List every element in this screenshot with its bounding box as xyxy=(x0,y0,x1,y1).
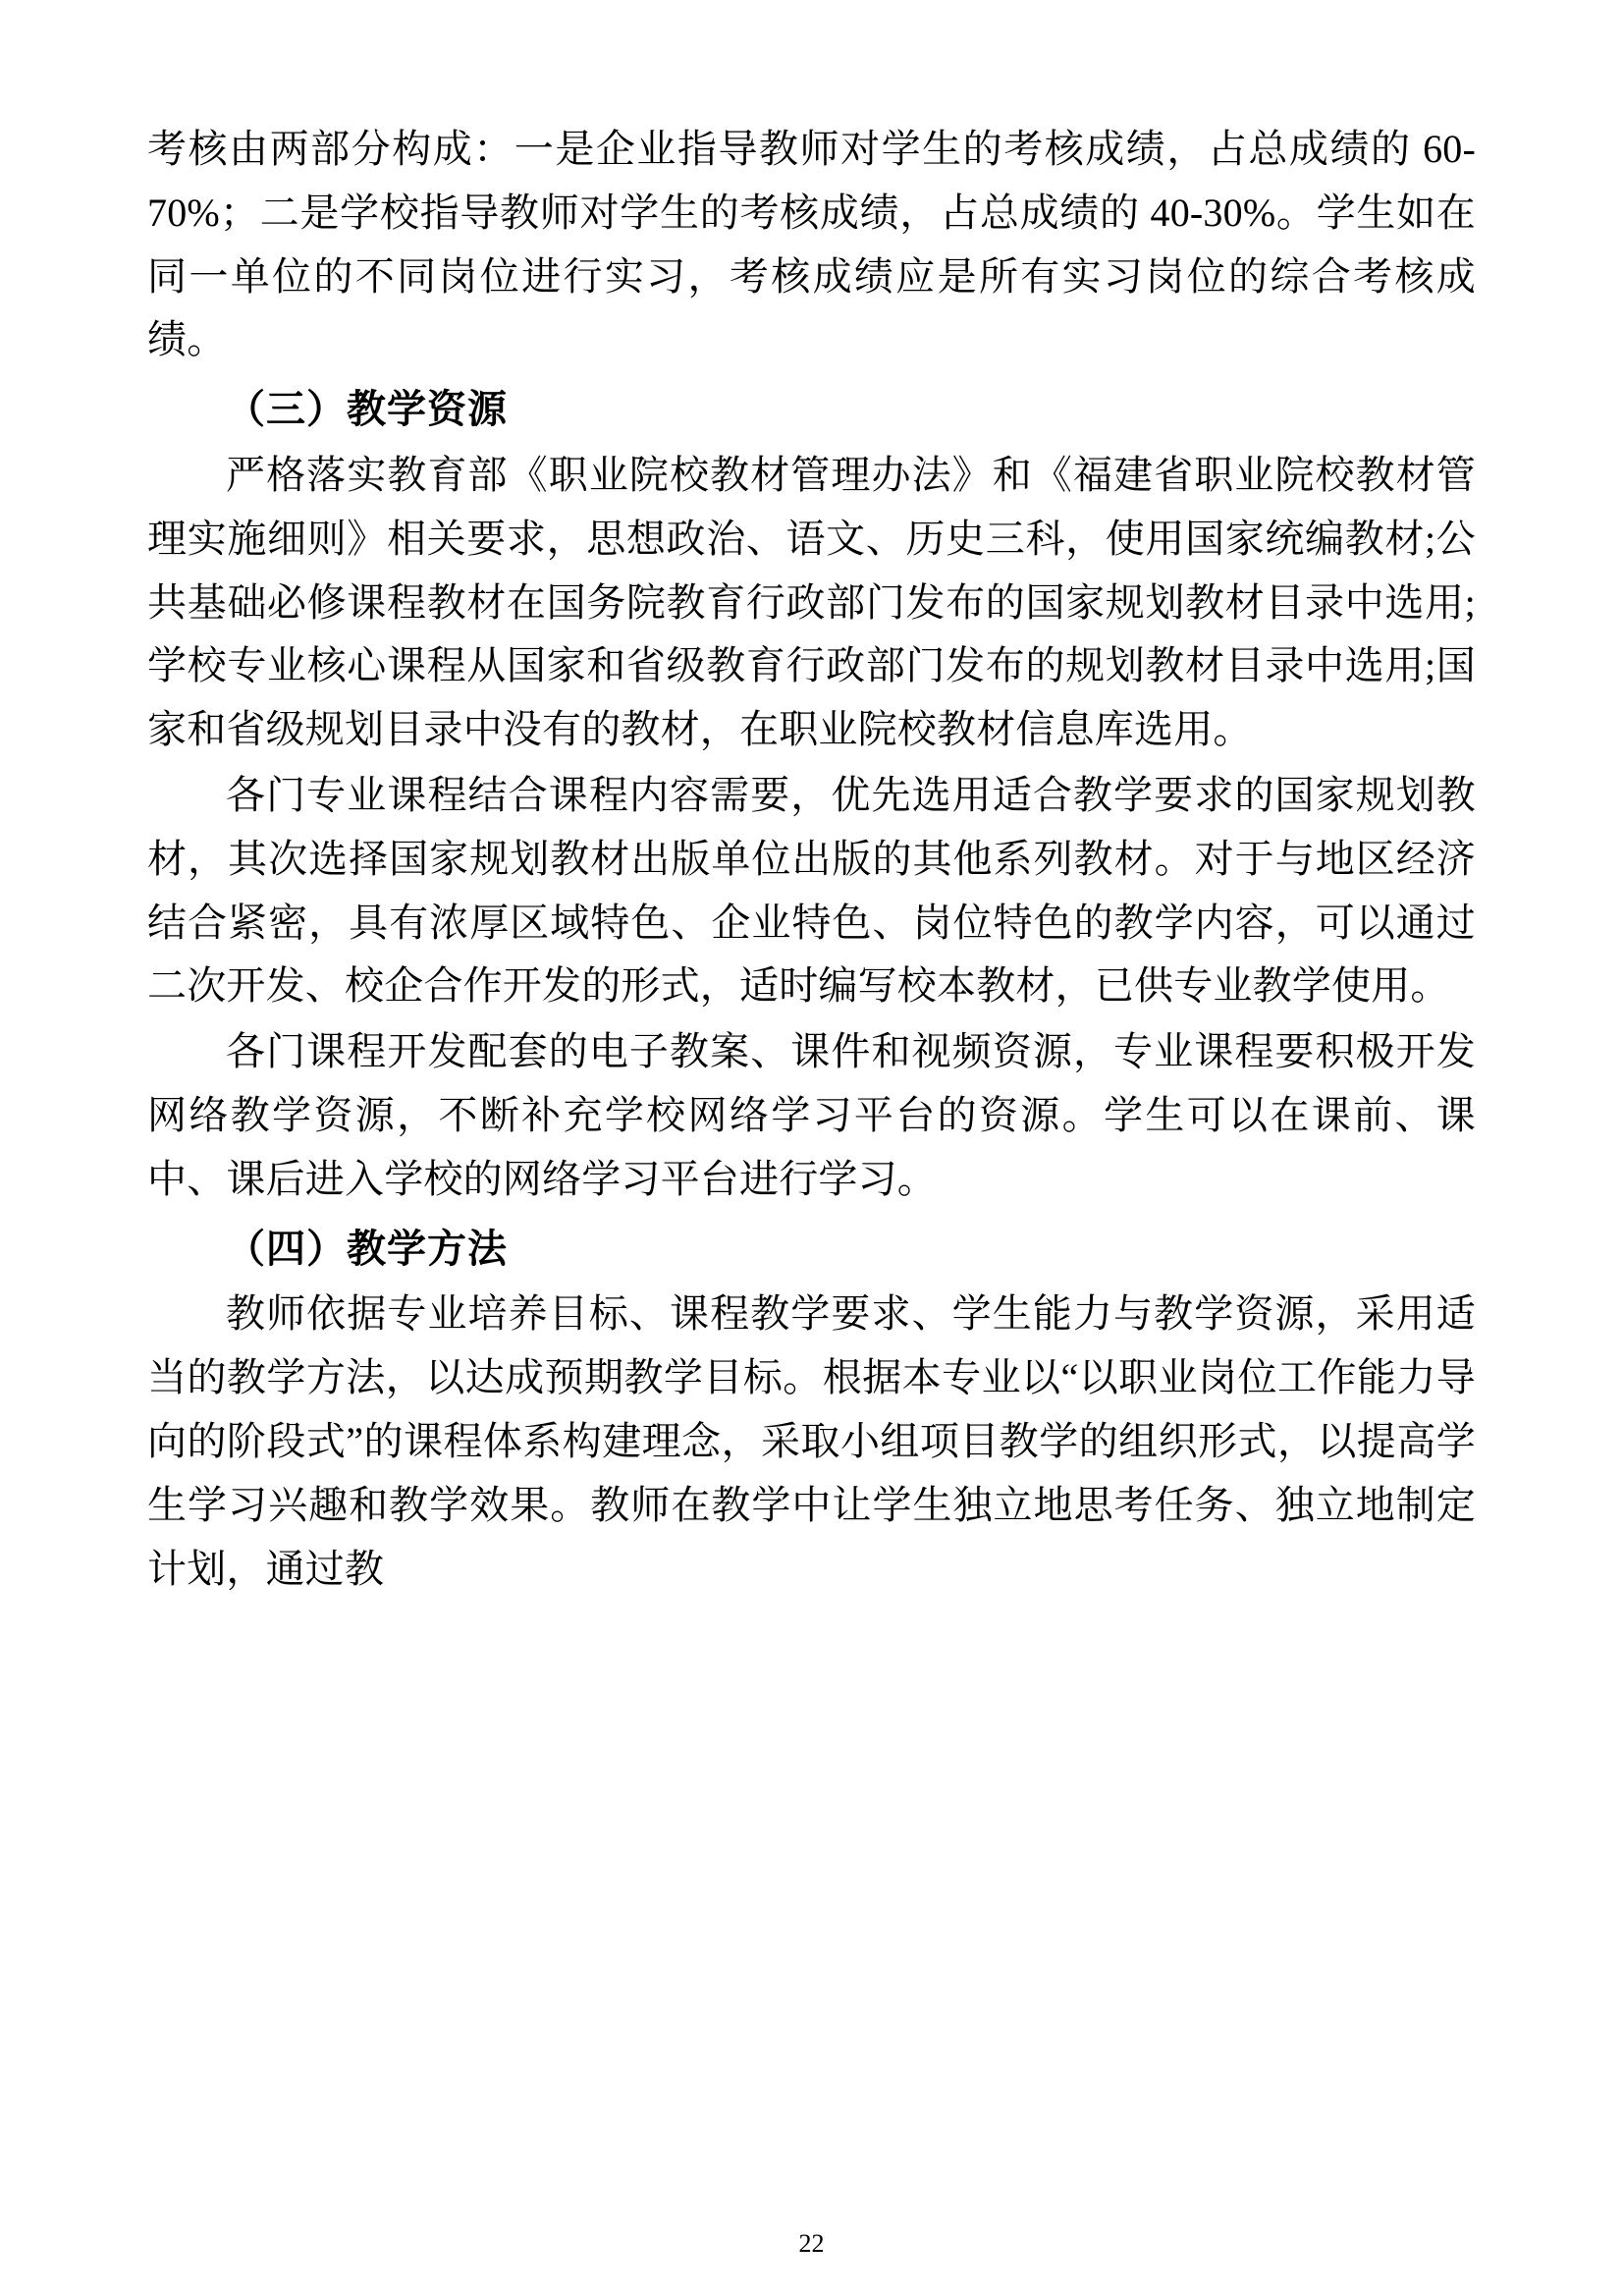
page-number: 22 xyxy=(798,2229,825,2258)
paragraph-assessment-composition: 考核由两部分构成：一是企业指导教师对学生的考核成绩，占总成绩的 60-70%；二是学校指导教师对学生的考核成绩，占总成绩的 40-30%。学生如在同一单位的不同岗位进行实习，考核成绩应是所有实习岗位的综合考核成绩。 xyxy=(147,127,1476,362)
paragraph-teaching-method-detail: 教师依据专业培养目标、课程教学要求、学生能力与教学资源，采用适当的教学方法，以达成预期教学目标。根据本专业以“以职业岗位工作能力导向的阶段式”的课程体系构建理念，采取小组项目教学的组织形式，以提高学生学习兴趣和教学效果。教师在教学中让学生独立地思考任务、独立地制定计划，通过教 xyxy=(147,1291,1476,1591)
paragraph-textbook-policy: 严格落实教育部《职业院校教材管理办法》和《福建省职业院校教材管理实施细则》相关要求，思想政治、语文、历史三科，使用国家统编教材;公共基础必修课程教材在国务院教育行政部门发布的国家规划教材目录中选用;学校专业核心课程从国家和省级教育行政部门发布的规划教材目录中选用;国家和省级规划目录中没有的教材，在职业院校教材信息库选用。 xyxy=(147,452,1476,752)
section-heading-teaching-resources: （三）教学资源 xyxy=(226,387,508,432)
paragraph-course-textbook-selection: 各门专业课程结合课程内容需要，优先选用适合教学要求的国家规划教材，其次选择国家规划教材出版单位出版的其他系列教材。对于与地区经济结合紧密，具有浓厚区域特色、企业特色、岗位特色的教学内容，可以通过二次开发、校企合作开发的形式，适时编写校本教材，已供专业教学使用。 xyxy=(147,772,1476,1009)
paragraph-digital-resources: 各门课程开发配套的电子教案、课件和视频资源，专业课程要积极开发网络教学资源，不断补充学校网络学习平台的资源。学生可以在课前、课中、课后进入学校的网络学习平台进行学习。 xyxy=(147,1029,1476,1201)
section-heading-teaching-methods: （四）教学方法 xyxy=(226,1226,508,1271)
